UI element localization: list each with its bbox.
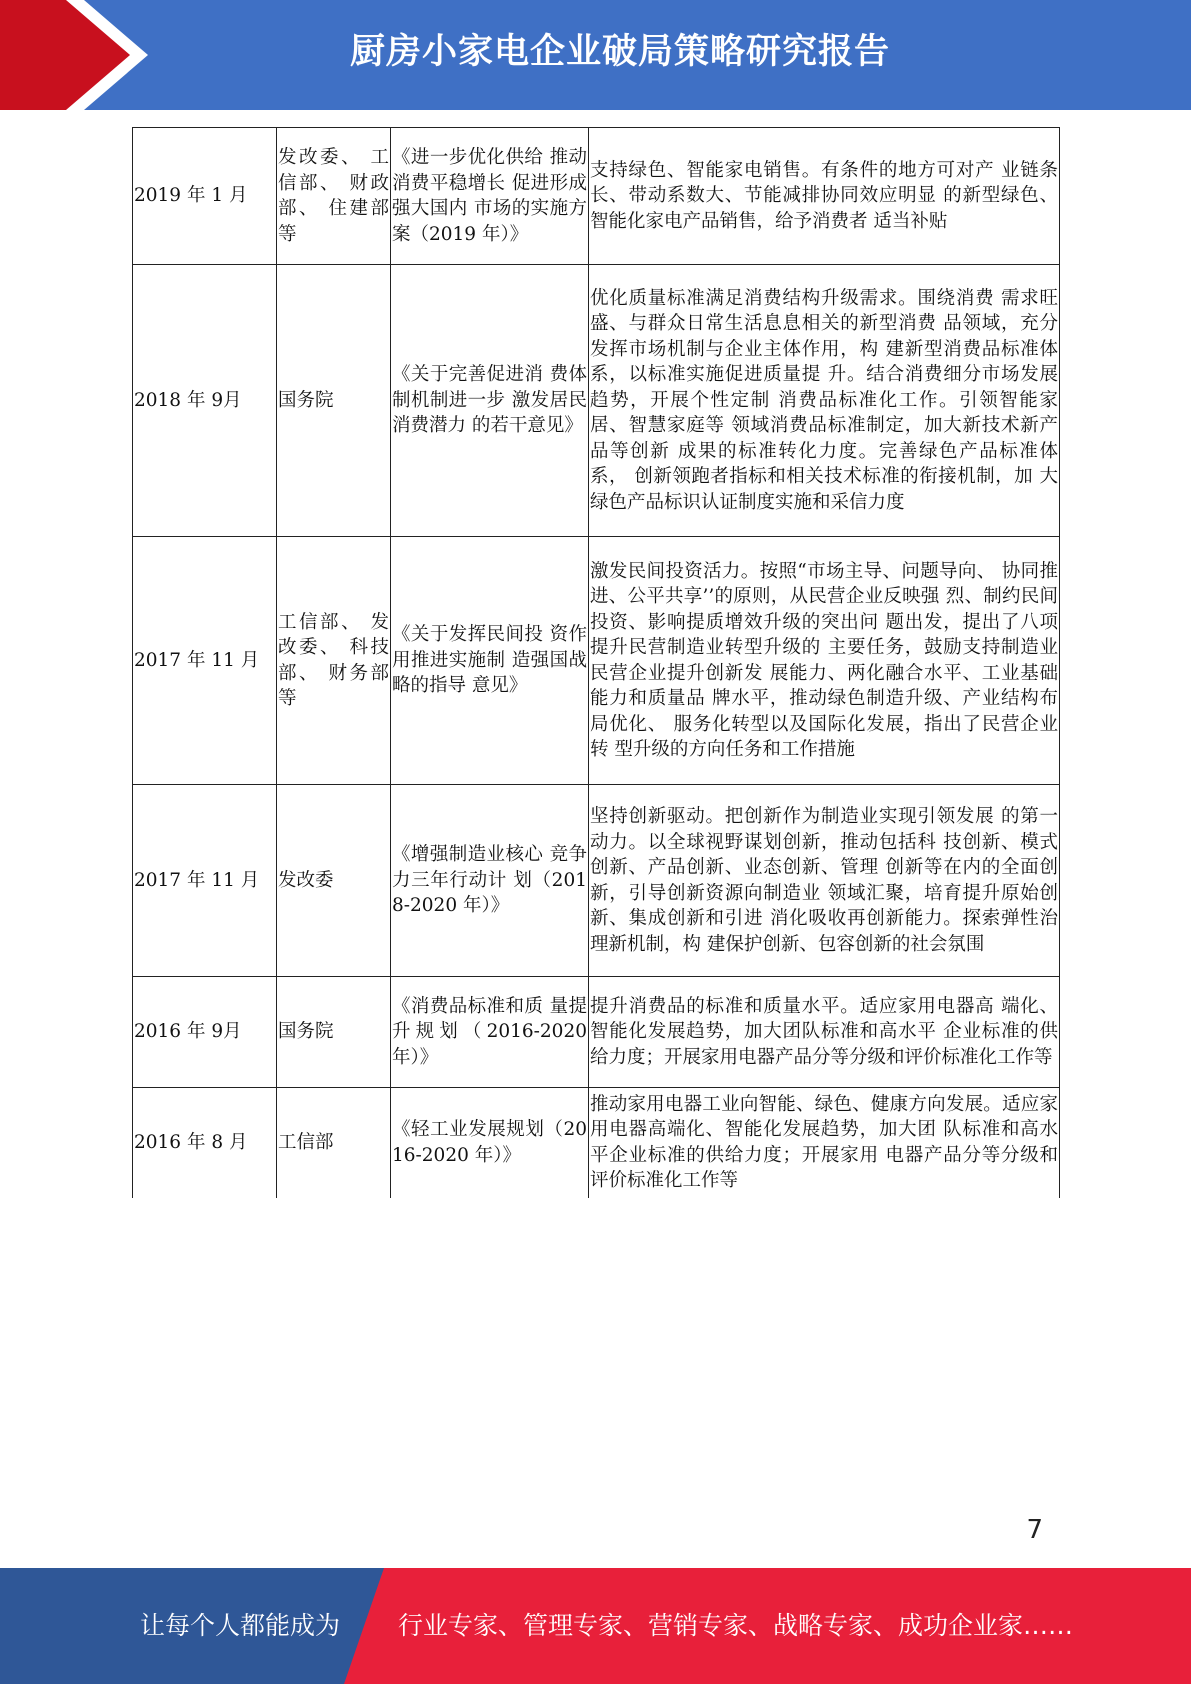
date-cell: 2018 年 9月	[133, 265, 277, 537]
content-cell: 优化质量标准满足消费结构升级需求。围绕消费 需求旺盛、与群众日常生活息息相关的新型消费 品领域，充分发挥市场机制与企业主体作用，构 建新型消费品标准体系，以标准实施促进质量提 升。结合消费细分市场发展趋势，开展个性定制 消费品标准化工作。引领智能家居、智慧家庭等 领域消费品标准制定，加大新技术新产品等创新 成果的标准转化力度。完善绿色产品标准体系， 创新领跑者指标和相关技术标准的衔接机制，加 大绿色产品标识认证制度实施和采信力度	[589, 265, 1060, 537]
footer-slogan-left: 让每个人都能成为	[140, 1611, 341, 1640]
table-row	[133, 128, 1060, 265]
document-cell: 《关于发挥民间投 资作用推进实施制 造强国战略的指导 意见》	[391, 537, 589, 785]
content-cell: 推动家用电器工业向智能、绿色、健康方向发展。适应家用电器高端化、智能化发展趋势，加大团 队标准和高水平企业标准的供给力度；开展家用 电器产品分等分级和评价标准化工作等	[589, 1088, 1060, 1198]
policy-table	[132, 127, 1060, 1198]
table-row	[133, 537, 1060, 785]
header-red-arrow	[0, 0, 150, 110]
content-cell: 激发民间投资活力。按照“市场主导、问题导向、 协同推进、公平共享’’的原则，从民营企业反映强 烈、制约民间投资、影响提质增效升级的突出问 题出发，提出了八项提升民营制造业转型升级的 主要任务，鼓励支持制造业民营企业提升创新发 展能力、两化融合水平、工业基础能力和质量品 牌水平，推动绿色制造升级、产业结构布局优化、 服务化转型以及国际化发展，指出了民营企业转 型升级的方向任务和工作措施	[589, 537, 1060, 785]
page-number: 7	[1026, 1515, 1043, 1545]
department-cell: 发改委、 工信部、 财政部、 住建部等	[277, 128, 391, 265]
department-cell: 工信部	[277, 1088, 391, 1198]
document-cell: 《进一步优化供给 推动消费平稳增长 促进形成强大国内 市场的实施方案（2019 年）》	[391, 128, 589, 265]
department-cell: 国务院	[277, 977, 391, 1088]
department-cell: 工信部、 发改委、 科技部、 财务部等	[277, 537, 391, 785]
content-cell: 提升消费品的标准和质量水平。适应家用电器高 端化、智能化发展趋势，加大团队标准和高水平 企业标准的供给力度；开展家用电器产品分等分级和评价标准化工作等	[589, 977, 1060, 1088]
table-row	[133, 265, 1060, 537]
table-row	[133, 785, 1060, 977]
document-cell: 《关于完善促进消 费体制机制进一步 激发居民消费潜力 的若干意见》	[391, 265, 589, 537]
department-cell: 国务院	[277, 265, 391, 537]
report-title: 厨房小家电企业破局策略研究报告	[349, 32, 890, 72]
date-cell: 2017 年 11 月	[133, 537, 277, 785]
page-header	[0, 0, 1191, 110]
table-row	[133, 977, 1060, 1088]
content-cell: 支持绿色、智能家电销售。有条件的地方可对产 业链条长、带动系数大、节能减排协同效应明显 的新型绿色、智能化家电产品销售，给予消费者 适当补贴	[589, 128, 1060, 265]
document-cell: 《增强制造业核心 竞争力三年行动计 划（2018-2020 年）》	[391, 785, 589, 977]
table-row	[133, 1088, 1060, 1198]
department-cell: 发改委	[277, 785, 391, 977]
page-footer	[0, 1568, 1191, 1684]
date-cell: 2016 年 8 月	[133, 1088, 277, 1198]
date-cell: 2019 年 1 月	[133, 128, 277, 265]
document-cell: 《轻工业发展规划（2016-2020 年）》	[391, 1088, 589, 1198]
date-cell: 2017 年 11 月	[133, 785, 277, 977]
content-cell: 坚持创新驱动。把创新作为制造业实现引领发展 的第一动力。以全球视野谋划创新，推动包括科 技创新、模式创新、产品创新、业态创新、管理 创新等在内的全面创新，引导创新资源向制造业 领域汇聚，培育提升原始创新、集成创新和引进 消化吸收再创新能力。探索弹性治理新机制，构 建保护创新、包容创新的社会氛围	[589, 785, 1060, 977]
document-cell: 《消费品标准和质 量提升规划（2016-2020 年）》	[391, 977, 589, 1088]
footer-slogan-right: 行业专家、管理专家、营销专家、战略专家、成功企业家……	[398, 1611, 1074, 1640]
date-cell: 2016 年 9月	[133, 977, 277, 1088]
